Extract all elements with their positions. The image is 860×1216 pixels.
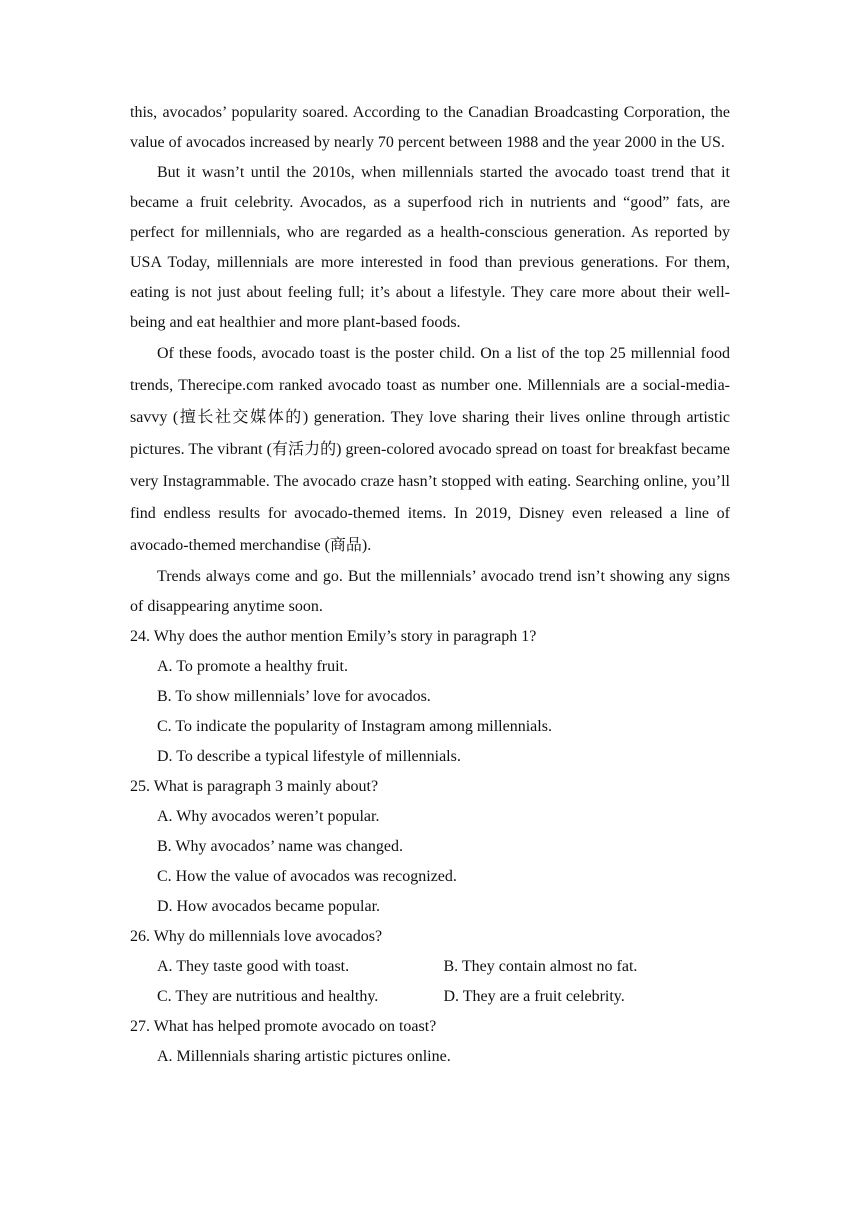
option-row-ab bbox=[130, 952, 730, 982]
option-b: B. They contain almost no fat. bbox=[443, 958, 638, 975]
question-stem: 24. Why does the author mention Emily’s story in paragraph 1? bbox=[130, 628, 537, 645]
question-stem: 25. What is paragraph 3 mainly about? bbox=[130, 778, 379, 795]
paragraph-avocado-toast: Of these foods, avocado toast is the poster child. On a list of the top 25 millennial food trends, Therecipe.com ranked avocado toast as number one. Millennials are a social-media- savvy (擅长社交媒体的) generation. They love sharing their lives online through artistic pictures. The vibrant (有活力的) green-colored avocado spread on toast for breakfast became very Instagrammable. The avocado craze hasn’t stopped with eating. Searching online, you’ll find endless results for avocado-themed items. In 2019, Disney even released a line of avocado-themed merchandise (商品). bbox=[130, 345, 730, 554]
question-26 bbox=[130, 922, 730, 1012]
paragraph-continued: this, avocados’ popularity soared. According to the Canadian Broadcasting Corporation, the value of avocados increased by nearly 70 percent between 1988 and the year 2000 in the US. bbox=[130, 104, 730, 151]
question-25 bbox=[130, 772, 730, 922]
document-page bbox=[130, 98, 730, 1072]
option-a: A. Millennials sharing artistic pictures online. bbox=[157, 1048, 451, 1065]
option-a: A. Why avocados weren’t popular. bbox=[157, 808, 380, 825]
paragraph-conclusion: Trends always come and go. But the millennials’ avocado trend isn’t showing any signs of disappearing anytime soon. bbox=[130, 568, 730, 615]
question-27 bbox=[130, 1012, 730, 1072]
question-stem: 26. Why do millennials love avocados? bbox=[130, 928, 383, 945]
question-stem: 27. What has helped promote avocado on toast? bbox=[130, 1018, 437, 1035]
option-d: D. They are a fruit celebrity. bbox=[443, 988, 625, 1005]
option-c: C. They are nutritious and healthy. bbox=[157, 988, 379, 1005]
option-c: C. To indicate the popularity of Instagram among millennials. bbox=[157, 718, 552, 735]
option-d: D. To describe a typical lifestyle of millennials. bbox=[157, 748, 461, 765]
question-24 bbox=[130, 622, 730, 772]
option-row-cd bbox=[130, 982, 730, 1012]
paragraph-millennials-trend: But it wasn’t until the 2010s, when millennials started the avocado toast trend that it became a fruit celebrity. Avocados, as a superfood rich in nutrients and “good” fats, are perfect for millennials, who are regarded as a health-conscious generation. As reported by USA Today, millennials are more interested in food than previous generations. For them, eating is not just about feeling full; it’s about a lifestyle. They care more about their well-being and eat healthier and more plant-based foods. bbox=[130, 164, 730, 331]
option-a: A. They taste good with toast. bbox=[157, 958, 350, 975]
option-a: A. To promote a healthy fruit. bbox=[157, 658, 348, 675]
option-d: D. How avocados became popular. bbox=[157, 898, 381, 915]
option-b: B. Why avocados’ name was changed. bbox=[157, 838, 403, 855]
option-c: C. How the value of avocados was recognized. bbox=[157, 868, 457, 885]
option-b: B. To show millennials’ love for avocados. bbox=[157, 688, 431, 705]
